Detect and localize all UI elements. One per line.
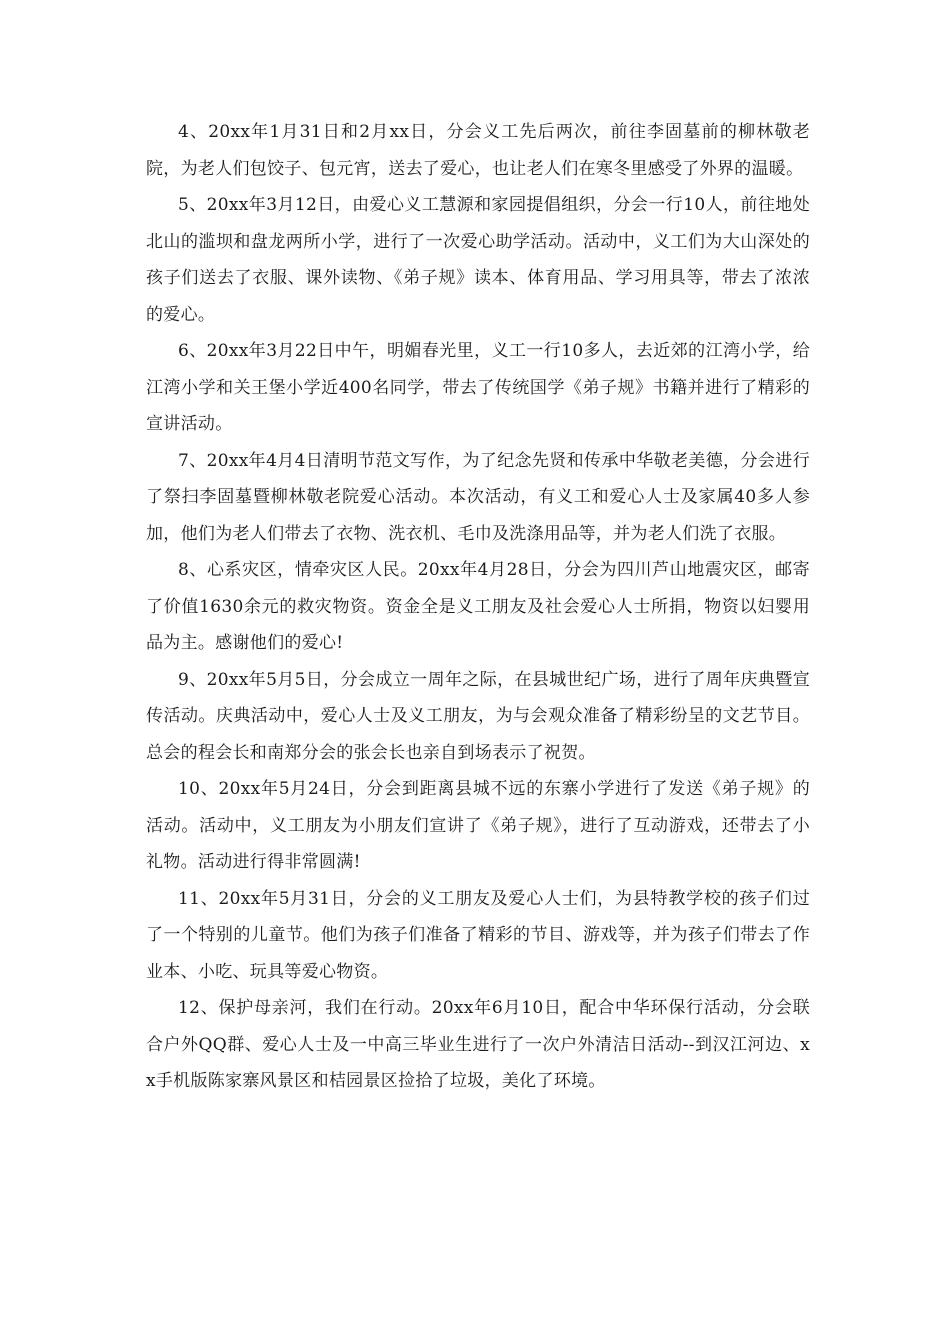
paragraph-item-11: 11、20xx年5月31日，分会的义工朋友及爱心人士们，为县特教学校的孩子们过了一个特别的儿童节。他们为孩子们准备了精彩的节目、游戏等，并为孩子们带去了作业本、小吃、玩具等爱心物资。 [146, 888, 810, 982]
paragraph-item-12: 12、保护母亲河，我们在行动。20xx年6月10日，配合中华环保行活动，分会联合户外QQ群、爱心人士及一中高三毕业生进行了一次户外清洁日活动--到汉江河边、xx手机版陈家寨风景区和桔园景区捡拾了垃圾，美化了环境。 [146, 998, 810, 1091]
paragraph-item-7: 7、20xx年4月4日清明节范文写作，为了纪念先贤和传承中华敬老美德，分会进行了祭扫李固墓暨柳林敬老院爱心活动。本次活动，有义工和爱心人士及家属40多人参加，他们为老人们带去了衣物、洗衣机、毛巾及洗涤用品等，并为老人们洗了衣服。 [146, 450, 810, 544]
paragraph-item-6: 6、20xx年3月22日中午，明媚春光里，义工一行10多人，去近郊的江湾小学，给江湾小学和关王堡小学近400名同学，带去了传统国学《弟子规》书籍并进行了精彩的宣讲活动。 [146, 341, 810, 434]
paragraph-item-5: 5、20xx年3月12日，由爱心义工慧源和家园提倡组织，分会一行10人，前往地处北山的滥坝和盘龙两所小学，进行了一次爱心助学活动。活动中，义工们为大山深处的孩子们送去了衣服、课外读物、《弟子规》读本、体育用品、学习用具等，带去了浓浓的爱心。 [146, 195, 810, 325]
paragraph-item-10: 10、20xx年5月24日，分会到距离县城不远的东寨小学进行了发送《弟子规》的活动。活动中，义工朋友为小朋友们宣讲了《弟子规》，进行了互动游戏，还带去了小礼物。活动进行得非常圆满! [146, 779, 810, 872]
paragraph-item-9: 9、20xx年5月5日，分会成立一周年之际，在县城世纪广场，进行了周年庆典暨宣传活动。庆典活动中，爱心人士及义工朋友，为与会观众准备了精彩纷呈的文艺节目。总会的程会长和南郑分会的张会长也亲自到场表示了祝贺。 [146, 669, 810, 763]
paragraph-item-8: 8、心系灾区，情牵灾区人民。20xx年4月28日，分会为四川芦山地震灾区，邮寄了价值1630余元的救灾物资。资金全是义工朋友及社会爱心人士所捐，物资以妇婴用品为主。感谢他们的爱心! [146, 560, 810, 653]
document-body [146, 114, 810, 1100]
paragraph-item-4: 4、20xx年1月31日和2月xx日，分会义工先后两次，前往李固墓前的柳林敬老院，为老人们包饺子、包元宵，送去了爱心，也让老人们在寒冬里感受了外界的温暖。 [146, 122, 810, 179]
